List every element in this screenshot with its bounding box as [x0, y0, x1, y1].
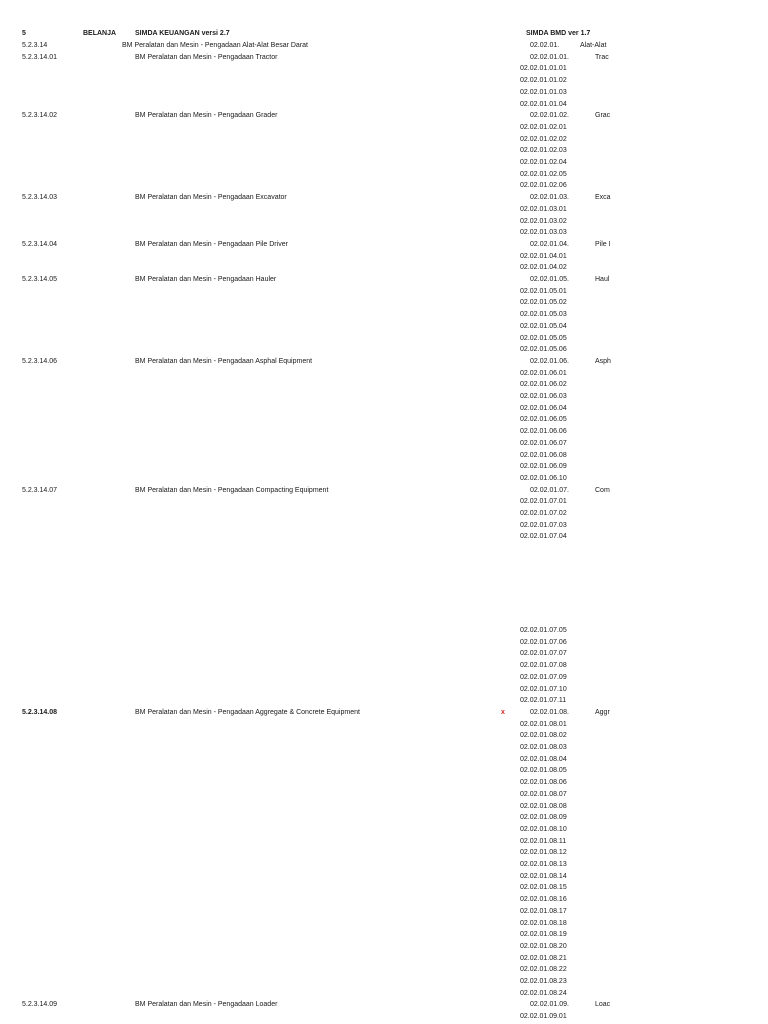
bmd-subcode: 02.02.01.03.01 [520, 205, 567, 213]
header-category: BELANJA [83, 30, 117, 37]
bmd-subcode: 02.02.01.07.09 [520, 673, 567, 681]
bmd-subcode: 02.02.01.01.04 [520, 100, 567, 108]
flag-mark: x [501, 708, 505, 716]
account-description: BM Peralatan dan Mesin - Pengadaan Aggregate & Concrete Equipment [135, 708, 360, 716]
bmd-subcode: 02.02.01.05.04 [520, 322, 567, 330]
bmd-subcode: 02.02.01.06.04 [520, 404, 567, 412]
bmd-group-code: 02.02.01.04. [530, 240, 569, 248]
account-code: 5.2.3.14.07 [22, 486, 58, 494]
bmd-subcode: 02.02.01.06.10 [520, 474, 567, 482]
bmd-subcode: 02.02.01.02.04 [520, 159, 567, 166]
account-description: BM Peralatan dan Mesin - Pengadaan Excavator [135, 194, 287, 202]
bmd-subcode: 02.02.01.08.12 [520, 849, 567, 857]
bmd-group-code: 02.02.01.03. [530, 194, 569, 202]
bmd-subcode: 02.02.01.08.08 [520, 802, 567, 810]
bmd-group-code: 02.02.01.07. [530, 486, 569, 494]
bmd-subcode: 02.02.01.08.16 [520, 896, 567, 904]
bmd-group-label: Grac [595, 112, 611, 120]
bmd-group-label: Exca [595, 194, 611, 202]
bmd-subcode: 02.02.01.02.01 [520, 123, 567, 131]
bmd-subcode: 02.02.01.07.11 [520, 697, 567, 705]
bmd-subcode: 02.02.01.07.02 [520, 510, 567, 517]
account-code: 5.2.3.14.05 [22, 276, 58, 283]
bmd-subcode: 02.02.01.08.15 [520, 884, 567, 892]
bmd-group-code: 02.02.01. [530, 42, 560, 49]
bmd-group-label: Com [595, 486, 610, 494]
header-bmd-title: SIMDA BMD ver 1.7 [526, 30, 591, 37]
bmd-subcode: 02.02.01.05.06 [520, 346, 567, 354]
bmd-subcode: 02.02.01.03.02 [520, 217, 567, 225]
bmd-subcode: 02.02.01.09.01 [520, 1013, 567, 1021]
bmd-subcode: 02.02.01.08.01 [520, 720, 567, 728]
account-code: 5.2.3.14.06 [22, 357, 58, 365]
bmd-subcode: 02.02.01.08.19 [520, 931, 567, 939]
bmd-group-label: Aggr [595, 708, 610, 716]
bmd-subcode: 02.02.01.08.20 [520, 942, 567, 950]
bmd-subcode: 02.02.01.01.03 [520, 88, 567, 96]
bmd-subcode: 02.02.01.08.11 [520, 837, 567, 845]
bmd-subcode: 02.02.01.08.04 [520, 755, 567, 763]
account-description: BM Peralatan dan Mesin - Pengadaan Asphal Equipment [135, 357, 313, 365]
bmd-group-code: 02.02.01.02. [530, 112, 569, 120]
bmd-subcode: 02.02.01.02.05 [520, 170, 567, 178]
bmd-subcode: 02.02.01.01.01 [520, 65, 567, 73]
bmd-subcode: 02.02.01.06.06 [520, 428, 567, 436]
header-code: 5 [22, 30, 26, 37]
bmd-subcode: 02.02.01.05.03 [520, 311, 567, 319]
bmd-subcode: 02.02.01.04.01 [520, 252, 567, 260]
bmd-subcode: 02.02.01.06.09 [520, 463, 567, 471]
bmd-subcode: 02.02.01.07.03 [520, 521, 567, 529]
bmd-subcode: 02.02.01.08.02 [520, 732, 567, 740]
bmd-subcode: 02.02.01.08.05 [520, 767, 567, 775]
bmd-subcode: 02.02.01.08.07 [520, 790, 567, 798]
bmd-subcode: 02.02.01.08.10 [520, 825, 567, 833]
bmd-subcode: 02.02.01.05.01 [520, 287, 567, 295]
bmd-subcode: 02.02.01.08.24 [520, 989, 567, 997]
account-code: 5.2.3.14.02 [22, 112, 58, 120]
bmd-subcode: 02.02.01.01.02 [520, 77, 567, 85]
account-description: BM Peralatan dan Mesin - Pengadaan Loader [135, 1001, 278, 1009]
bmd-group-code: 02.02.01.08. [530, 708, 569, 716]
bmd-subcode: 02.02.01.08.23 [520, 978, 567, 985]
bmd-subcode: 02.02.01.06.02 [520, 381, 567, 389]
account-description: BM Peralatan dan Mesin - Pengadaan Grader [135, 112, 278, 120]
bmd-subcode: 02.02.01.07.06 [520, 638, 567, 646]
account-code: 5.2.3.14.08 [22, 708, 58, 716]
bmd-subcode: 02.02.01.08.06 [520, 779, 567, 787]
bmd-subcode: 02.02.01.07.05 [520, 627, 567, 634]
account-code: 5.2.3.14.03 [22, 194, 58, 202]
account-description: BM Peralatan dan Mesin - Pengadaan Alat-Alat Besar Darat [122, 42, 308, 49]
bmd-subcode: 02.02.01.03.03 [520, 229, 567, 237]
bmd-group-code: 02.02.01.06. [530, 357, 569, 365]
bmd-group-label: Alat-Alat [580, 42, 607, 49]
bmd-subcode: 02.02.01.08.14 [520, 872, 567, 880]
account-description: BM Peralatan dan Mesin - Pengadaan Hauler [135, 276, 277, 283]
bmd-subcode: 02.02.01.05.05 [520, 334, 567, 342]
account-description: BM Peralatan dan Mesin - Pengadaan Tractor [135, 53, 278, 61]
bmd-subcode: 02.02.01.05.02 [520, 299, 567, 307]
bmd-group-label: Trac [595, 53, 609, 61]
bmd-subcode: 02.02.01.07.04 [520, 533, 567, 541]
bmd-group-code: 02.02.01.01. [530, 53, 569, 61]
bmd-subcode: 02.02.01.06.03 [520, 393, 567, 400]
bmd-subcode: 02.02.01.07.08 [520, 662, 567, 670]
bmd-subcode: 02.02.01.02.02 [520, 135, 567, 143]
bmd-subcode: 02.02.01.04.02 [520, 264, 567, 272]
bmd-subcode: 02.02.01.06.08 [520, 451, 567, 459]
bmd-subcode: 02.02.01.06.05 [520, 416, 567, 424]
bmd-subcode: 02.02.01.06.07 [520, 439, 567, 447]
bmd-group-label: Haul [595, 276, 610, 283]
bmd-subcode: 02.02.01.07.01 [520, 498, 567, 506]
bmd-subcode: 02.02.01.08.09 [520, 814, 567, 822]
account-code: 5.2.3.14.04 [22, 240, 58, 248]
bmd-subcode: 02.02.01.08.13 [520, 861, 567, 868]
bmd-subcode: 02.02.01.07.10 [520, 685, 567, 693]
bmd-group-label: Loac [595, 1001, 611, 1009]
bmd-subcode: 02.02.01.08.22 [520, 966, 567, 974]
bmd-subcode: 02.02.01.08.17 [520, 907, 567, 915]
account-description: BM Peralatan dan Mesin - Pengadaan Compacting Equipment [135, 486, 329, 494]
bmd-group-code: 02.02.01.05. [530, 276, 569, 283]
bmd-group-label: Asph [595, 357, 611, 365]
bmd-subcode: 02.02.01.08.21 [520, 954, 567, 962]
account-description: BM Peralatan dan Mesin - Pengadaan Pile Driver [135, 240, 288, 248]
bmd-subcode: 02.02.01.02.06 [520, 182, 567, 190]
bmd-subcode: 02.02.01.08.18 [520, 919, 567, 927]
bmd-subcode: 02.02.01.02.03 [520, 147, 567, 155]
account-code: 5.2.3.14 [22, 42, 48, 49]
account-code: 5.2.3.14.09 [22, 1001, 58, 1009]
account-code: 5.2.3.14.01 [22, 53, 58, 61]
bmd-group-label: Pile I [595, 240, 611, 248]
header-keuangan-title: SIMDA KEUANGAN versi 2.7 [135, 30, 230, 37]
bmd-subcode: 02.02.01.07.07 [520, 650, 567, 658]
bmd-subcode: 02.02.01.08.03 [520, 744, 567, 751]
bmd-subcode: 02.02.01.06.01 [520, 369, 567, 377]
bmd-group-code: 02.02.01.09. [530, 1001, 569, 1009]
